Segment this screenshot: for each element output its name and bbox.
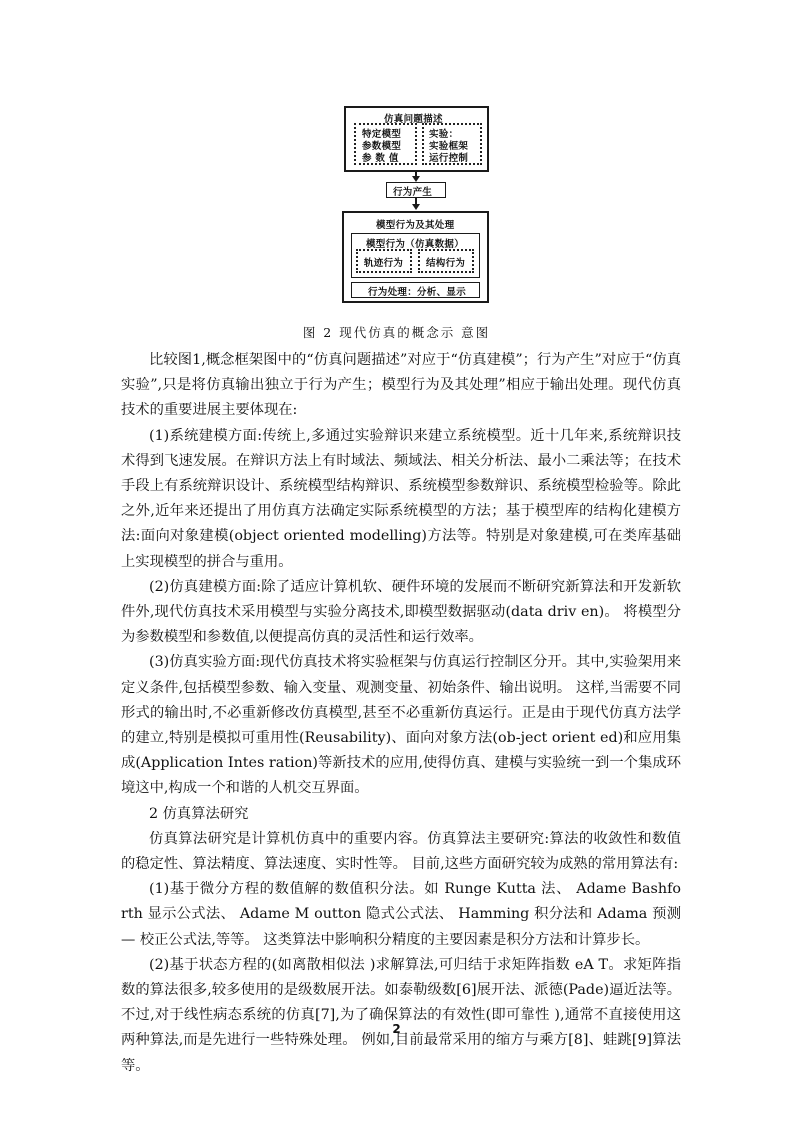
paragraph-algorithm-intro: 仿真算法研究是计算机仿真中的重要内容。仿真算法主要研究:算法的收敛性和数值的稳定性、算法精度、算法速度、实时性等。 目前,这些方面研究较为成熟的常用算法有:	[121, 830, 681, 873]
behavior-generation-box	[386, 182, 446, 198]
model-behavior-box	[342, 211, 489, 303]
trajectory-label: 轨迹行为	[364, 258, 404, 269]
model-behavior-title: 模型行为及其处理	[376, 220, 455, 231]
paragraph-simulation-experiment: (3)仿真实验方面:现代仿真技术将实验框架与仿真运行控制区分开。其中,实验架用来定义条件,包括模型参数、输入变量、观测变量、初始条件、输出说明。 这样,当需要不同形式的输出时,不必重新修改仿真模型,甚至不必重新仿真运行。正是由于现代仿真方法学的建立,特别是模拟可重用性(Reusability)、面向对象方法(ob-ject orient ed)和应用集成(Application Intes ration)等新技术的应用,使得仿真、建模与实验统一到一个集成环境这中,构成一个和谐的人机交互界面。	[121, 654, 681, 797]
paragraph-system-modeling: (1)系统建模方面:传统上,多通过实验辩识来建立系统模型。近十几年来,系统辩识技术得到飞速发展。在辩识方法上有时域法、频域法、相关分析法、最小二乘法等；在技术手段上有系统辩识设计、系统模型结构辩识、系统模型参数辩识、系统模型检验等。除此之外,近年来还提出了用仿真方法确定实际系统模型的方法；基于模型库的结构化建模方法:面向对象建模(object oriented modelling)方法等。特别是对象建模,可在类库基础上实现模型的拼合与重用。	[121, 427, 681, 570]
page-number: 2	[392, 1022, 401, 1036]
structure-box	[418, 249, 474, 273]
model-item-2: 参数模型	[362, 141, 402, 152]
paragraph-state-equation: (2)基于状态方程的(如离散相似法 )求解算法,可归结于求矩阵指数 eA T。求矩阵指数的算法很多,较多使用的是级数展开法。如泰勒级数[6]展开法、派德(Pade)逼近法等。不过,对于线性病态系统的仿真[7],为了确保算法的有效性(即可靠性 ),通常不直接使用这两种算法,而是先进行一些特殊处理。 例如,目前最常采用的缩方与乘方[8]、蛙跳[9]算法等。	[121, 956, 681, 1074]
experiment-item-1: 实验：	[429, 129, 459, 140]
behavior-processing-label: 行为处理：分析、显示	[368, 287, 467, 298]
paragraph-comparison: 比较图1,概念框架图中的“仿真问题描述”对应于“仿真建模”；行为产生”对应于“仿真实验”,只是将仿真输出独立于行为产生；模型行为及其处理”相应于输出处理。现代仿真技术的重要进展主要体现在:	[121, 352, 681, 419]
structure-label: 结构行为	[426, 258, 466, 269]
behavior-generation-label: 行为产生	[393, 187, 433, 198]
model-subbox	[354, 123, 417, 165]
experiment-item-3: 运行控制	[429, 153, 469, 164]
paragraph-simulation-modeling: (2)仿真建模方面:除了适应计算机软、硬件环境的发展而不断研究新算法和开发新软件外,现代仿真技术采用模型与实验分离技术,即模型数据驱动(data driv en)。 将模型分为参数模型和参数值,以便提高仿真的灵活性和运行效率。	[121, 578, 681, 646]
behavior-processing-box	[351, 282, 480, 298]
problem-description-box	[344, 106, 489, 172]
concept-diagram	[0, 0, 793, 330]
figure-caption: 图 2 现代仿真的概念示 意图	[302, 325, 491, 340]
section-heading: 2 仿真算法研究	[149, 805, 249, 822]
simulation-data-box	[351, 233, 480, 278]
simulation-data-title: 模型行为（仿真数据）	[366, 239, 465, 250]
body-text	[121, 348, 681, 1079]
paragraph-numerical-integration: (1)基于微分方程的数值解的数值积分法。如 Runge Kutta 法、 Adame Bashfo rth 显示公式法、 Adame M outton 隐式公式法、 Hamming 积分法和 Adama 预测— 校正公式法,等等。 这类算法中影响积分精度的主要因素是积分方法和计算步长。	[121, 881, 681, 948]
arrow-2-head	[412, 204, 420, 210]
problem-description-title: 仿真问题描述	[384, 114, 443, 125]
experiment-subbox	[422, 123, 482, 165]
experiment-item-2: 实验框架	[429, 141, 469, 152]
trajectory-box	[356, 249, 412, 273]
model-item-3: 参 数 值	[362, 153, 399, 164]
model-item-1: 特定模型	[362, 129, 402, 140]
